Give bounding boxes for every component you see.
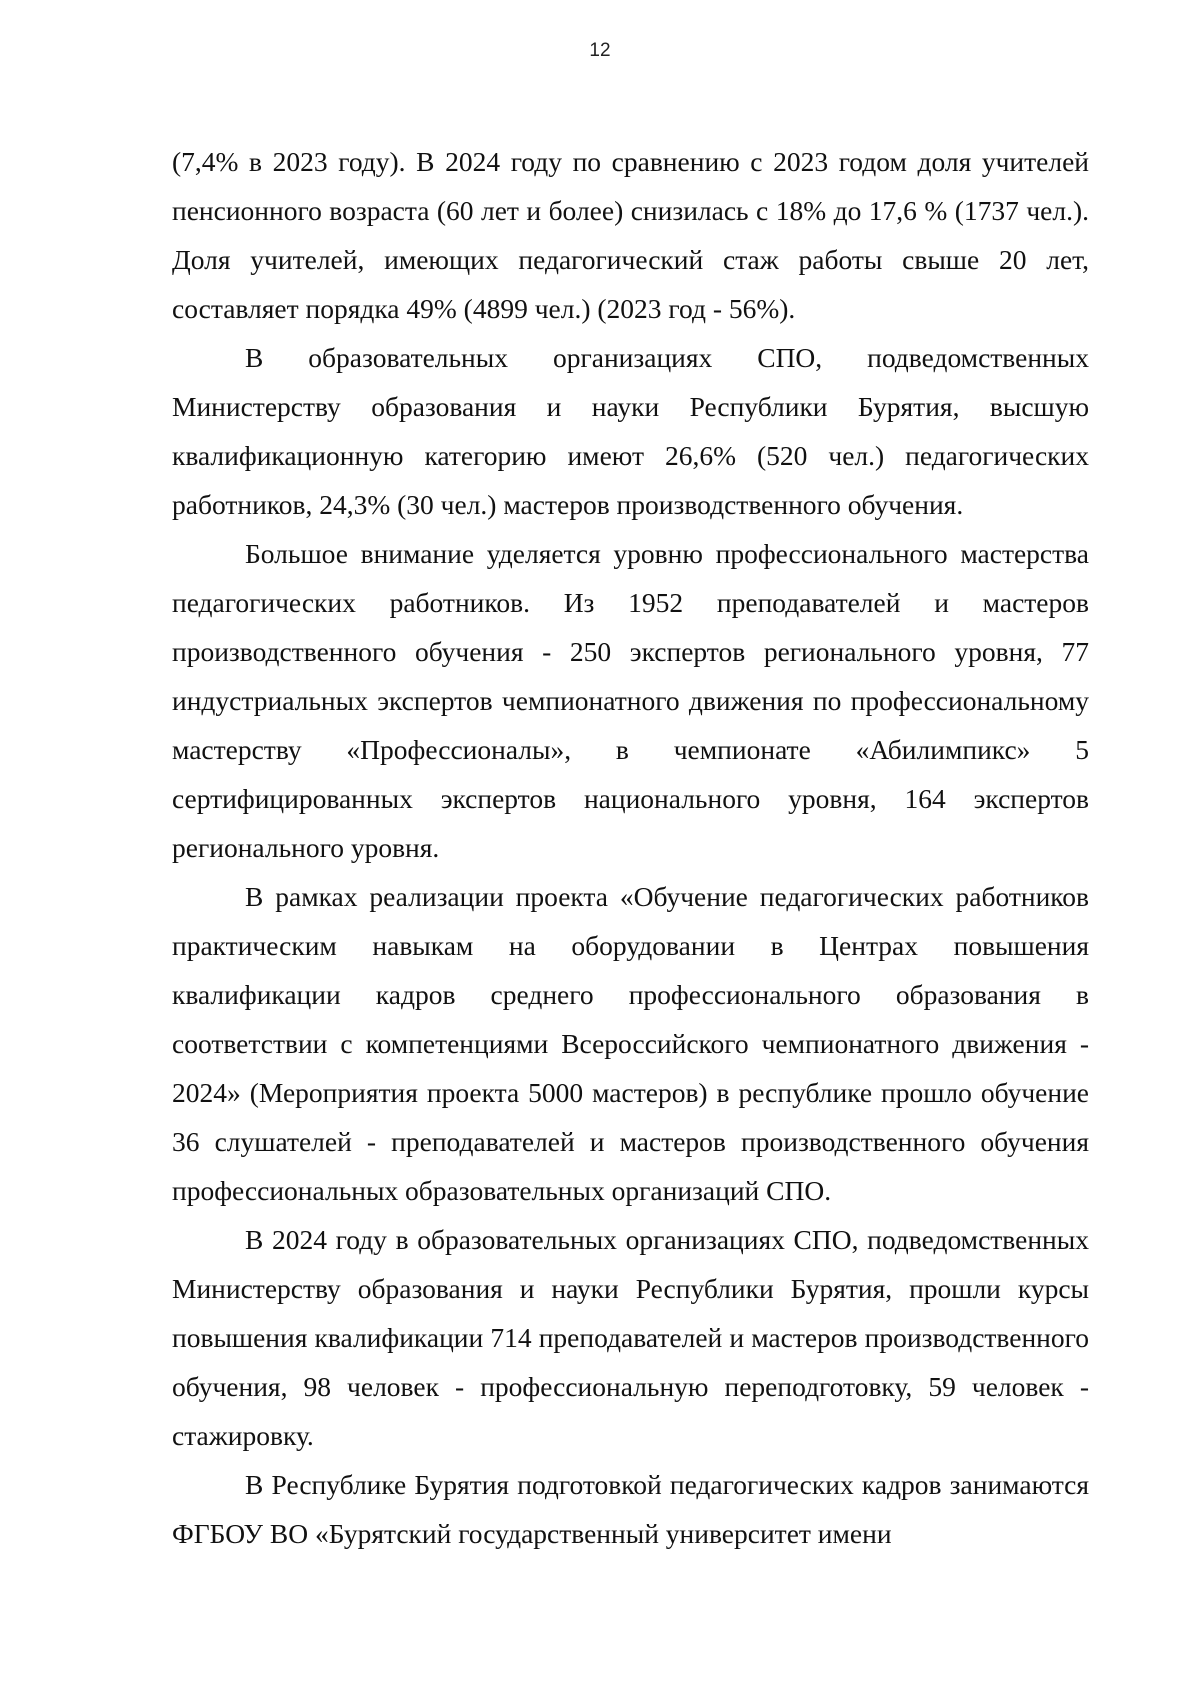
body-text [172, 137, 1089, 1558]
paragraph-training-project: В рамках реализации проекта «Обучение педагогических работников практическим навыкам на оборудовании в Центрах повышения квалификации кадров среднего профессионального образования в соответствии с компетенциями Всероссийского чемпионатного движения - 2024» (Мероприятия проекта 5000 мастеров) в республике прошло обучение 36 слушателей - преподавателей и мастеров производственного обучения профессиональных образовательных организаций СПО. [172, 881, 1089, 1206]
page-number: 12 [589, 40, 611, 61]
paragraph-retirement-age-teachers: (7,4% в 2023 году). В 2024 году по сравнению с 2023 годом доля учителей пенсионного возраста (60 лет и более) снизилась с 18% до 17,6 % (1737 чел.). Доля учителей, имеющих педагогический стаж работы свыше 20 лет, составляет порядка 49% (4899 чел.) (2023 год - 56%). [172, 146, 1089, 324]
paragraph-advanced-training-courses: В 2024 году в образовательных организациях СПО, подведомственных Министерству образования и науки Республики Бурятия, прошли курсы повышения квалификации 714 преподавателей и мастеров производственного обучения, 98 человек - профессиональную переподготовку, 59 человек - стажировку. [172, 1224, 1089, 1451]
paragraph-teacher-training-institutions: В Республике Бурятия подготовкой педагогических кадров занимаются ФГБОУ ВО «Бурятский государственный университет имени [172, 1469, 1089, 1549]
paragraph-professional-mastery-experts: Большое внимание уделяется уровню профессионального мастерства педагогических работников. Из 1952 преподавателей и мастеров производственного обучения - 250 экспертов регионального уровня, 77 индустриальных экспертов чемпионатного движения по профессиональному мастерству «Профессионалы», в чемпионате «Абилимпикс» 5 сертифицированных экспертов национального уровня, 164 экспертов регионального уровня. [172, 538, 1089, 863]
paragraph-qualification-category: В образовательных организациях СПО, подведомственных Министерству образования и науки Республики Бурятия, высшую квалификационную категорию имеют 26,6% (520 чел.) педагогических работников, 24,3% (30 чел.) мастеров производственного обучения. [172, 342, 1089, 520]
